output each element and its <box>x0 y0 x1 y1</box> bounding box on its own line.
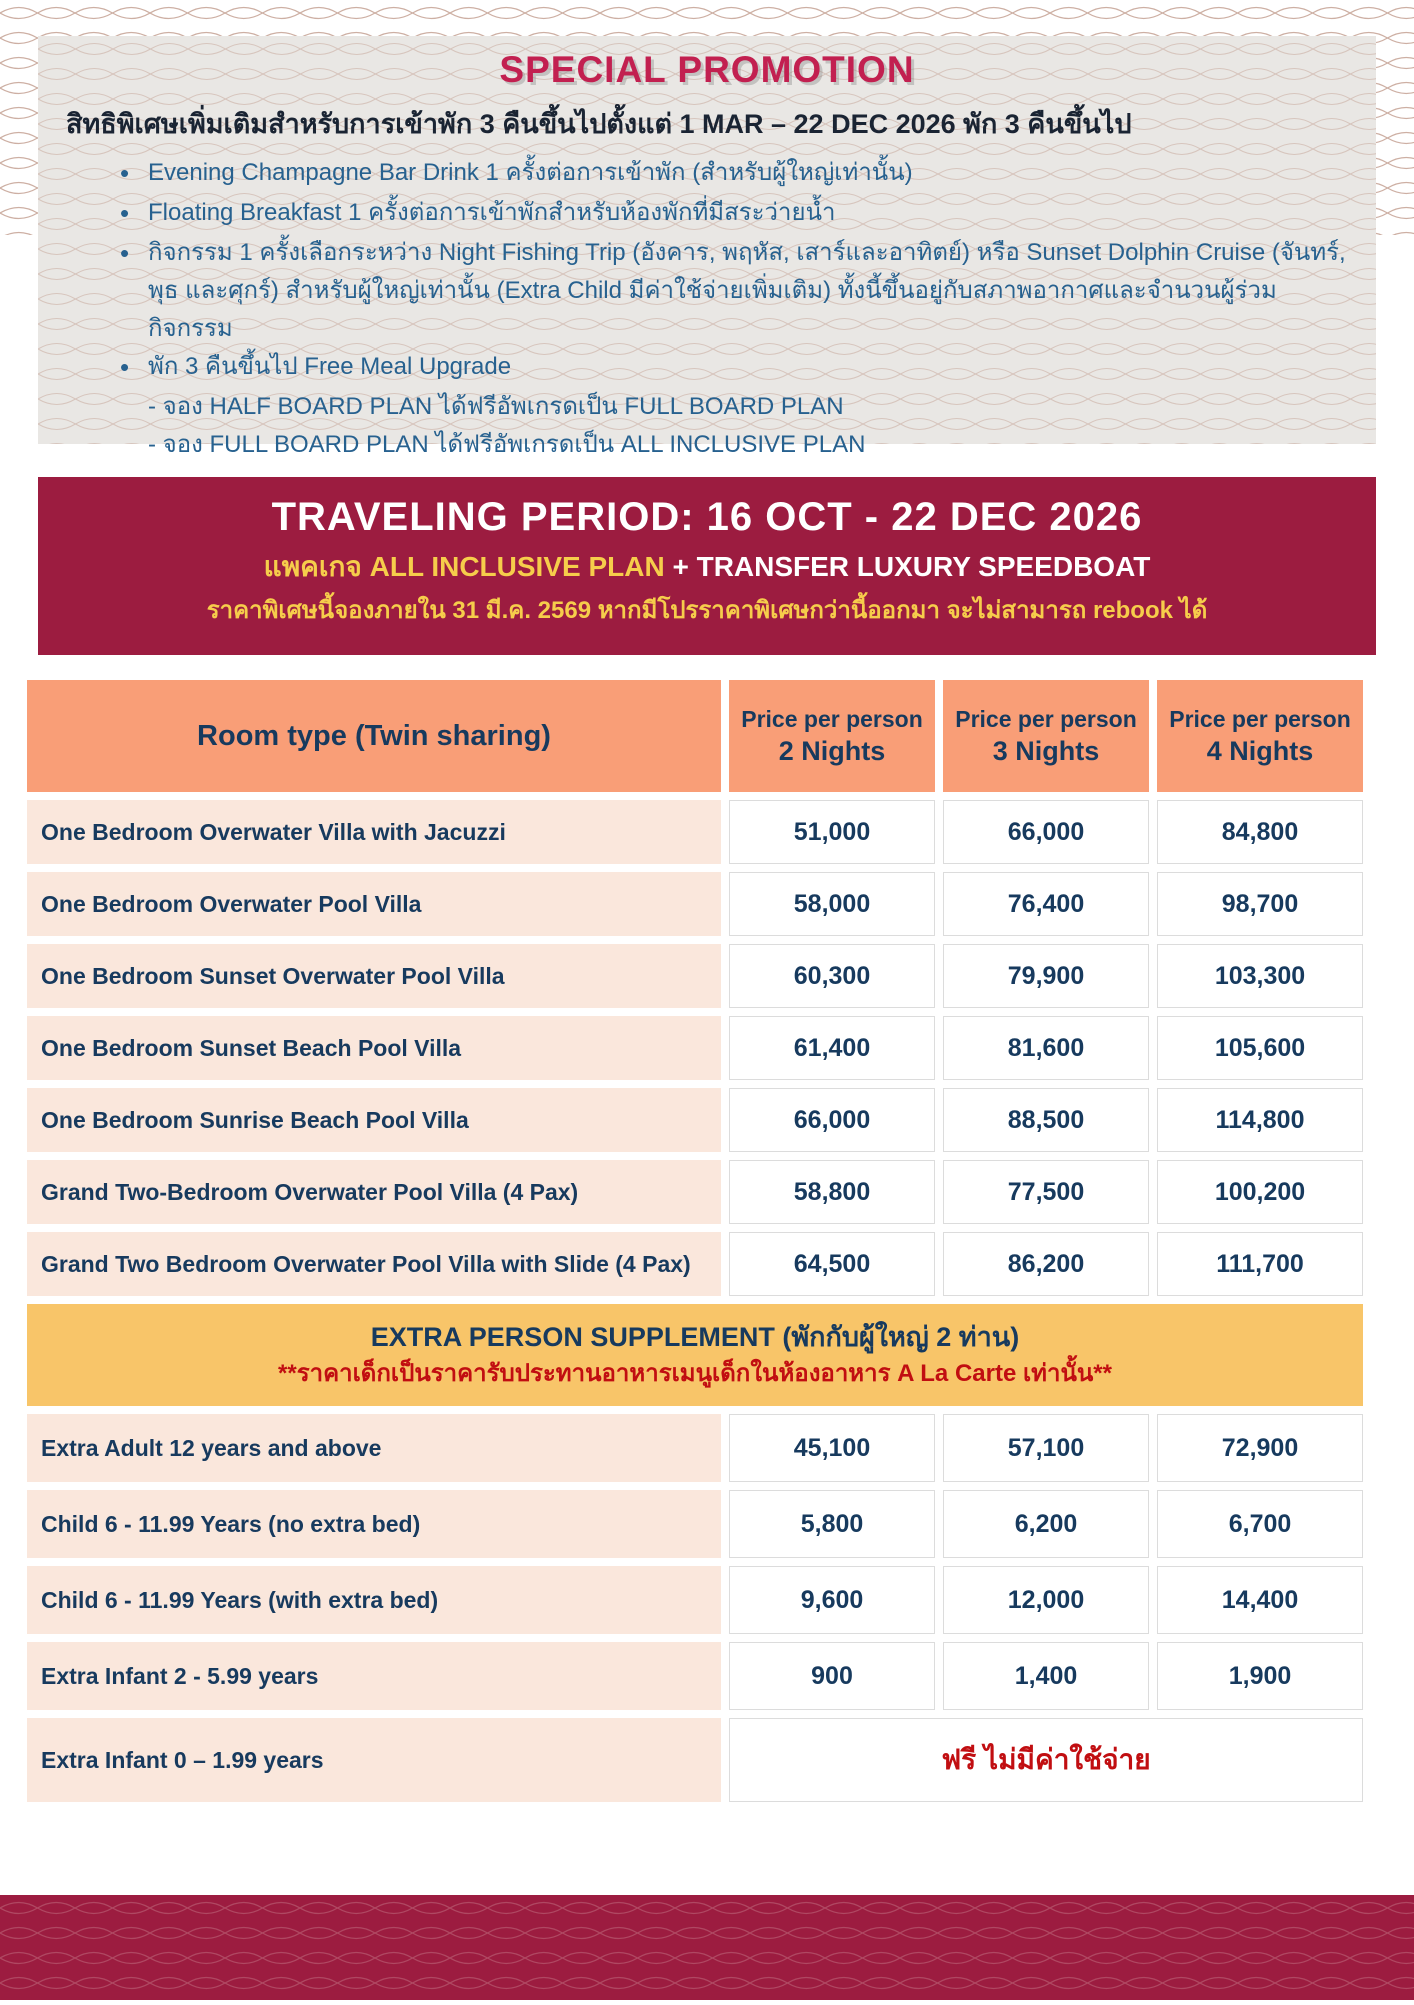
table-row-2 <box>27 872 1363 936</box>
price-header-3n <box>943 680 1149 792</box>
price-2n: 66,000 <box>729 1088 935 1152</box>
price-3n: 12,000 <box>943 1566 1149 1634</box>
traveling-period-banner <box>38 477 1376 655</box>
price-4n: 72,900 <box>1157 1414 1363 1482</box>
promo-content <box>38 36 1376 464</box>
table-row-4 <box>27 1016 1363 1080</box>
room-name: One Bedroom Overwater Villa with Jacuzzi <box>27 800 721 864</box>
room-name: One Bedroom Sunset Beach Pool Villa <box>27 1016 721 1080</box>
room-name: One Bedroom Sunrise Beach Pool Villa <box>27 1088 721 1152</box>
promo-heading: สิทธิพิเศษเพิ่มเติมสำหรับการเข้าพัก 3 คืนขึ้นไปตั้งแต่ 1 MAR – 22 DEC 2026 พัก 3 คืนขึ้นไป <box>66 109 1132 139</box>
price-2n: 64,500 <box>729 1232 935 1296</box>
supplement-note: **ราคาเด็กเป็นราคารับประทานอาหารเมนูเด็กในห้องอาหาร A La Carte เท่านั้น** <box>278 1360 1112 1387</box>
price-4n: 114,800 <box>1157 1088 1363 1152</box>
package-rest: + TRANSFER LUXURY SPEEDBOAT <box>672 551 1151 582</box>
price-2n: 60,300 <box>729 944 935 1008</box>
price-2n: 51,000 <box>729 800 935 864</box>
table-row-3 <box>27 944 1363 1008</box>
promo-bullet-4-text: พัก 3 คืนขึ้นไป Free Meal Upgrade <box>148 353 512 380</box>
room-name: One Bedroom Overwater Pool Villa <box>27 872 721 936</box>
price-2n: 45,100 <box>729 1414 935 1482</box>
room-name: Grand Two-Bedroom Overwater Pool Villa (4 Pax) <box>27 1160 721 1224</box>
price-4n: 105,600 <box>1157 1016 1363 1080</box>
table-row-1 <box>27 800 1363 864</box>
price-4n: 6,700 <box>1157 1490 1363 1558</box>
extra-person-supplement-banner <box>27 1304 1363 1406</box>
price-3n: 88,500 <box>943 1088 1149 1152</box>
supplement-name: Extra Infant 2 - 5.99 years <box>27 1642 721 1710</box>
supplement-row-4 <box>27 1642 1363 1710</box>
price-4n: 84,800 <box>1157 800 1363 864</box>
footer-wave-pattern <box>0 1895 1414 2000</box>
promo-sub-bullet-1: - จอง HALF BOARD PLAN ได้ฟรีอัพเกรดเป็น FULL BOARD PLAN <box>148 393 844 420</box>
promo-bullet-2-text: Floating Breakfast 1 ครั้งต่อการเข้าพักสำหรับห้องพักที่มีสระว่ายน้ำ <box>148 199 836 226</box>
special-promotion-panel <box>38 36 1376 458</box>
traveling-period-title: TRAVELING PERIOD: 16 OCT - 22 DEC 2026 <box>271 495 1143 539</box>
price-4n: 14,400 <box>1157 1566 1363 1634</box>
promo-bullet-3 <box>66 234 1348 348</box>
nights-label-2: 2 Nights <box>778 736 886 766</box>
promo-bullet-list <box>66 154 1348 464</box>
price-per-person-label: Price per person <box>741 706 923 732</box>
promo-bullet-4 <box>66 348 1348 388</box>
table-row-6 <box>27 1160 1363 1224</box>
price-header-2n <box>729 680 935 792</box>
bullet-dot-icon <box>120 348 148 388</box>
booking-condition: ราคาพิเศษนี้จองภายใน 31 มี.ค. 2569 หากมีโปรราคาพิเศษกว่านี้ออกมา จะไม่สามารถ rebook ได้ <box>206 597 1208 624</box>
price-3n: 86,200 <box>943 1232 1149 1296</box>
room-name: Grand Two Bedroom Overwater Pool Villa with Slide (4 Pax) <box>27 1232 721 1296</box>
supplement-row-2 <box>27 1490 1363 1558</box>
supplement-title: EXTRA PERSON SUPPLEMENT (พักกับผู้ใหญ่ 2 ท่าน) <box>370 1322 1020 1352</box>
nights-label-3: 3 Nights <box>992 736 1100 766</box>
price-3n: 81,600 <box>943 1016 1149 1080</box>
table-header-row <box>27 680 1363 792</box>
price-2n: 900 <box>729 1642 935 1710</box>
supplement-row-3 <box>27 1566 1363 1634</box>
table-row-7 <box>27 1232 1363 1296</box>
supplement-name: Extra Infant 0 – 1.99 years <box>27 1718 721 1802</box>
price-4n: 98,700 <box>1157 872 1363 936</box>
promo-sub-bullet-2: - จอง FULL BOARD PLAN ได้ฟรีอัพเกรดเป็น ALL INCLUSIVE PLAN <box>148 431 866 458</box>
price-2n: 5,800 <box>729 1490 935 1558</box>
supplement-row-1 <box>27 1414 1363 1482</box>
price-4n: 1,900 <box>1157 1642 1363 1710</box>
price-4n: 111,700 <box>1157 1232 1363 1296</box>
bullet-dot-icon <box>120 234 148 348</box>
supplement-name: Child 6 - 11.99 Years (with extra bed) <box>27 1566 721 1634</box>
room-type-header: Room type (Twin sharing) <box>27 680 721 792</box>
footer-wave-band <box>0 1895 1414 2000</box>
price-4n: 100,200 <box>1157 1160 1363 1224</box>
room-name: One Bedroom Sunset Overwater Pool Villa <box>27 944 721 1008</box>
nights-label-4: 4 Nights <box>1206 736 1314 766</box>
bullet-dot-icon <box>120 154 148 194</box>
supplement-name: Child 6 - 11.99 Years (no extra bed) <box>27 1490 721 1558</box>
price-3n: 57,100 <box>943 1414 1149 1482</box>
price-table <box>27 680 1363 1810</box>
bullet-dot-icon <box>120 194 148 234</box>
free-of-charge-cell: ฟรี ไม่มีค่าใช้จ่าย <box>729 1718 1363 1802</box>
promo-bullet-1 <box>66 154 1348 194</box>
price-3n: 77,500 <box>943 1160 1149 1224</box>
table-row-5 <box>27 1088 1363 1152</box>
price-4n: 103,300 <box>1157 944 1363 1008</box>
price-3n: 1,400 <box>943 1642 1149 1710</box>
price-2n: 58,800 <box>729 1160 935 1224</box>
promo-bullet-1-text: Evening Champagne Bar Drink 1 ครั้งต่อการเข้าพัก (สำหรับผู้ใหญ่เท่านั้น) <box>148 159 913 186</box>
supplement-name: Extra Adult 12 years and above <box>27 1414 721 1482</box>
price-2n: 58,000 <box>729 872 935 936</box>
promo-bullet-2 <box>66 194 1348 234</box>
price-2n: 9,600 <box>729 1566 935 1634</box>
price-per-person-label: Price per person <box>955 706 1137 732</box>
price-header-4n <box>1157 680 1363 792</box>
price-3n: 66,000 <box>943 800 1149 864</box>
promo-title: SPECIAL PROMOTION <box>499 49 915 90</box>
price-3n: 79,900 <box>943 944 1149 1008</box>
package-highlight: แพคเกจ ALL INCLUSIVE PLAN <box>263 551 665 582</box>
price-per-person-label: Price per person <box>1169 706 1351 732</box>
price-2n: 61,400 <box>729 1016 935 1080</box>
price-3n: 6,200 <box>943 1490 1149 1558</box>
promo-bullet-3-text: กิจกรรม 1 ครั้งเลือกระหว่าง Night Fishing Trip (อังคาร, พฤหัส, เสาร์และอาทิตย์) หรือ Sunset Dolphin Cruise (จันทร์, พุธ และศุกร์) สำหรับผู้ใหญ่เท่านั้น (Extra Child มีค่าใช้จ่ายเพิ่มเติม) ทั้งนี้ขึ้นอยู่กับสภาพอากาศและจำนวนผู้ร่วมกิจกรรม <box>148 239 1346 342</box>
supplement-row-free <box>27 1718 1363 1802</box>
price-3n: 76,400 <box>943 872 1149 936</box>
package-line <box>38 549 1376 585</box>
